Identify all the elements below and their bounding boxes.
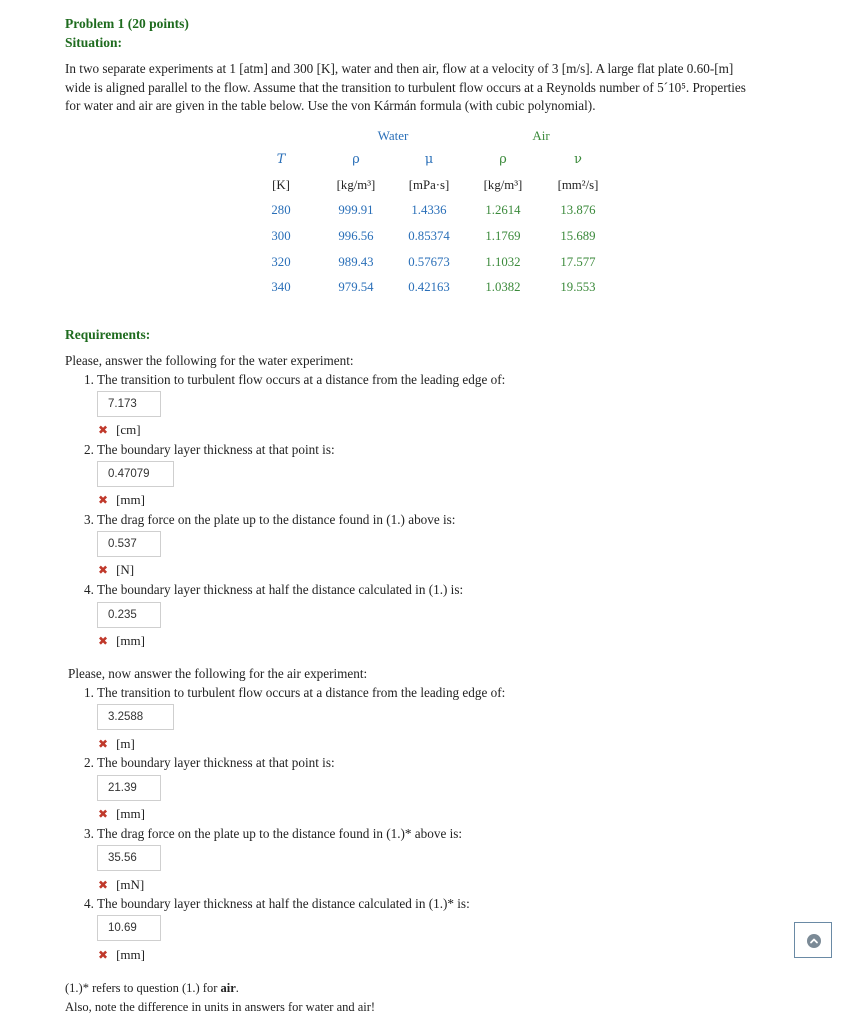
symbol-water-viscosity: μ <box>424 152 434 167</box>
air-q1-answer-input[interactable] <box>97 704 174 730</box>
table-cell: 0.42163 <box>408 280 450 294</box>
table-cell: 340 <box>271 280 291 294</box>
water-q2-unit: [mm] <box>116 492 145 507</box>
unit-water-density: [kg/m³] <box>336 178 376 192</box>
air-q1-feedback <box>98 736 135 752</box>
symbol-temperature: T <box>276 152 286 167</box>
incorrect-icon: ✖ <box>98 807 109 821</box>
symbol-air-density: ρ <box>499 152 507 167</box>
water-q1-unit: [cm] <box>116 422 141 437</box>
water-q2-feedback <box>98 492 145 508</box>
scroll-to-top-button[interactable] <box>794 922 832 958</box>
air-q3-feedback <box>98 877 144 893</box>
footnote <box>65 979 375 1016</box>
table-cell: 1.1032 <box>485 255 521 269</box>
water-intro: Please, answer the following for the water experiment: <box>65 353 354 368</box>
chevron-up-icon <box>807 934 821 948</box>
table-cell: 300 <box>271 229 291 243</box>
table-cell: 15.689 <box>560 229 596 243</box>
symbol-air-kinematic-viscosity: ν <box>574 152 582 167</box>
table-cell: 0.85374 <box>408 229 450 243</box>
footnote-line-1: (1.)* refers to question (1.) for air. <box>65 981 239 995</box>
water-q4-unit: [mm] <box>116 633 145 648</box>
table-cell: 1.2614 <box>485 203 521 217</box>
table-cell: 17.577 <box>560 255 596 269</box>
table-cell: 0.57673 <box>408 255 450 269</box>
unit-temperature: [K] <box>272 178 290 192</box>
incorrect-icon: ✖ <box>98 948 109 962</box>
table-cell: 1.4336 <box>411 203 447 217</box>
table-cell: 320 <box>271 255 291 269</box>
unit-air-density: [kg/m³] <box>483 178 523 192</box>
situation-line-3: for water and air are given in the table below. Use the von Kármán formula (with cubic polynomial). <box>65 98 596 113</box>
air-q2-answer-input[interactable] <box>97 775 161 801</box>
symbol-water-density: ρ <box>352 152 360 167</box>
table-cell: 1.0382 <box>485 280 521 294</box>
air-q4-text: 4. The boundary layer thickness at half the distance calculated in (1.)* is: <box>84 896 470 911</box>
unit-air-kinematic-viscosity: [mm²/s] <box>557 178 599 192</box>
table-cell: 13.876 <box>560 203 596 217</box>
footnote-line-2: Also, note the difference in units in answers for water and air! <box>65 999 376 1014</box>
situation-text <box>65 60 805 116</box>
air-q2-unit: [mm] <box>116 806 145 821</box>
table-cell: 989.43 <box>338 255 374 269</box>
incorrect-icon: ✖ <box>98 634 109 648</box>
table-cell: 979.54 <box>338 280 374 294</box>
problem-title: Problem 1 (20 points) <box>65 16 189 31</box>
situation-label: Situation: <box>65 35 123 50</box>
water-q1-answer-input[interactable] <box>97 391 161 417</box>
water-q3-answer-input[interactable] <box>97 531 161 557</box>
incorrect-icon: ✖ <box>98 563 109 577</box>
properties-table <box>65 128 805 318</box>
air-q4-answer-input[interactable] <box>97 915 161 941</box>
table-cell: 999.91 <box>338 203 374 217</box>
table-cell: 1.1769 <box>485 229 521 243</box>
incorrect-icon: ✖ <box>98 737 109 751</box>
air-q2-text: 2. The boundary layer thickness at that point is: <box>84 755 335 770</box>
situation-line-2: wide is aligned parallel to the flow. Assume that the transition to turbulent flow occurs at a Reynolds number of 5´10⁵. Properties <box>65 79 746 95</box>
problem-page <box>65 14 805 1014</box>
air-group-header: Air <box>532 128 550 143</box>
water-q4-answer-input[interactable] <box>97 602 161 628</box>
air-q1-text: 1. The transition to turbulent flow occurs at a distance from the leading edge of: <box>84 685 506 700</box>
table-cell: 996.56 <box>338 229 374 243</box>
incorrect-icon: ✖ <box>98 493 109 507</box>
air-q3-answer-input[interactable] <box>97 845 161 871</box>
table-cell: 280 <box>271 203 291 217</box>
air-q1-unit: [m] <box>116 736 135 751</box>
air-intro: Please, now answer the following for the air experiment: <box>68 666 368 681</box>
table-cell: 19.553 <box>560 280 596 294</box>
air-q4-unit: [mm] <box>116 947 145 962</box>
unit-water-viscosity: [mPa·s] <box>408 178 450 192</box>
water-q2-text: 2. The boundary layer thickness at that point is: <box>84 442 335 457</box>
air-q4-feedback <box>98 947 145 963</box>
water-q4-text: 4. The boundary layer thickness at half the distance calculated in (1.) is: <box>84 582 464 597</box>
situation-line-1: In two separate experiments at 1 [atm] and 300 [K], water and then air, flow at a velocity of 3 [m/s]. A large flat plate 0.60-[m] <box>65 61 734 76</box>
requirements-label: Requirements: <box>65 327 151 342</box>
water-q4-feedback <box>98 633 145 649</box>
water-q3-feedback <box>98 562 134 578</box>
air-q2-feedback <box>98 806 145 822</box>
air-q3-text: 3. The drag force on the plate up to the distance found in (1.)* above is: <box>84 826 463 841</box>
water-q1-text: 1. The transition to turbulent flow occurs at a distance from the leading edge of: <box>84 372 506 387</box>
air-q3-unit: [mN] <box>116 877 145 892</box>
incorrect-icon: ✖ <box>98 423 109 437</box>
water-q2-answer-input[interactable] <box>97 461 174 487</box>
water-q1-feedback <box>98 422 141 438</box>
water-q3-unit: [N] <box>116 562 135 577</box>
water-group-header: Water <box>377 128 409 143</box>
water-q3-text: 3. The drag force on the plate up to the distance found in (1.) above is: <box>84 512 456 527</box>
incorrect-icon: ✖ <box>98 878 109 892</box>
